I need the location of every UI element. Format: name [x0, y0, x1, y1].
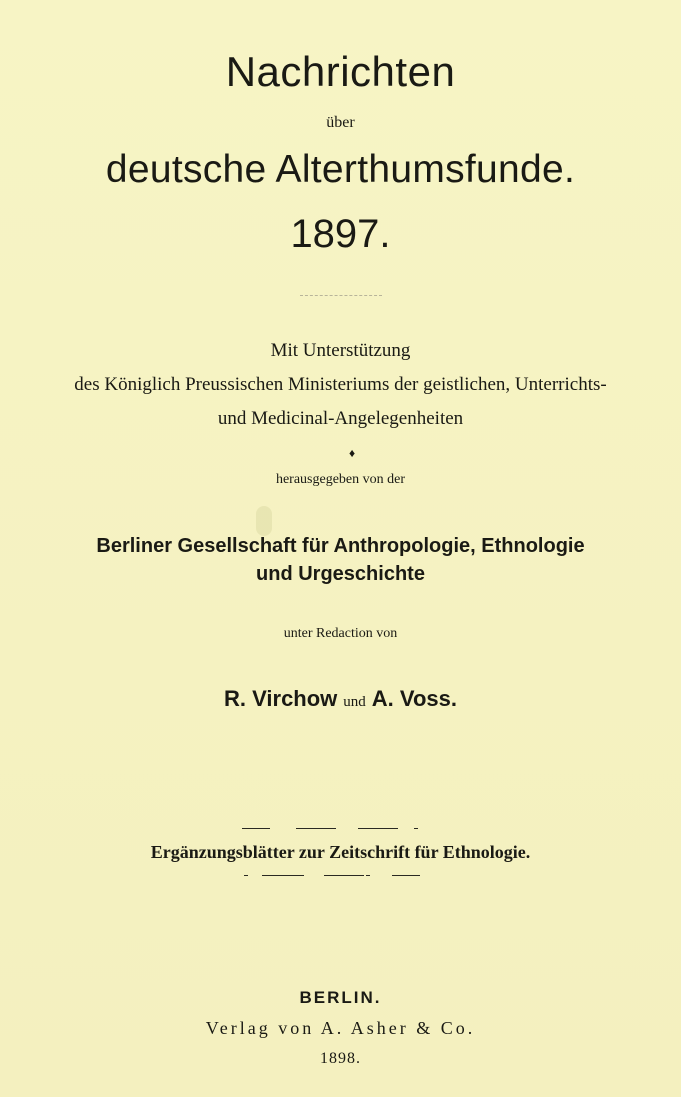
title-main: Nachrichten [225, 48, 456, 95]
support-line-1: Mit Unterstützung [270, 340, 411, 361]
imprint-year: 1898. [320, 1050, 361, 1067]
publisher-intro: herausgegeben von der [275, 472, 406, 487]
printer-mark: ♦ [349, 446, 356, 460]
imprint-city: BERLIN. [299, 988, 382, 1007]
society-name-line-2: und Urgeschichte [256, 563, 425, 585]
dash-rule [414, 828, 418, 829]
paper-smudge [256, 506, 272, 536]
supplement-title: Ergänzungsblätter zur Zeitschrift für Ethnologie. [150, 842, 531, 862]
title-subtitle: deutsche Alterthumsfunde. [105, 148, 576, 191]
dash-rule [262, 875, 304, 876]
title-year: 1897. [290, 212, 391, 256]
editors-intro: unter Redaction von [283, 626, 398, 641]
title-preposition: über [326, 114, 355, 131]
dash-rule [324, 875, 364, 876]
imprint-publisher: Verlag von A. Asher & Co. [205, 1018, 476, 1038]
dash-rule [296, 828, 336, 829]
ornament-divider [300, 295, 382, 298]
dash-rule [244, 875, 248, 876]
society-name-line-1: Berliner Gesellschaft für Anthropologie, Ethnologie [96, 535, 585, 557]
editor-voss: A. Voss. [371, 686, 457, 711]
editors-conjunction: und [343, 694, 366, 710]
dash-rule [392, 875, 420, 876]
editor-virchow: R. Virchow [224, 686, 338, 711]
dash-rule [366, 875, 370, 876]
editors-line [0, 686, 681, 712]
support-line-3: und Medicinal-Angelegenheiten [217, 408, 464, 429]
dash-rule [242, 828, 270, 829]
dash-rule [358, 828, 398, 829]
support-line-2: des Königlich Preussischen Ministeriums der geistlichen, Unterrichts- [74, 374, 607, 395]
